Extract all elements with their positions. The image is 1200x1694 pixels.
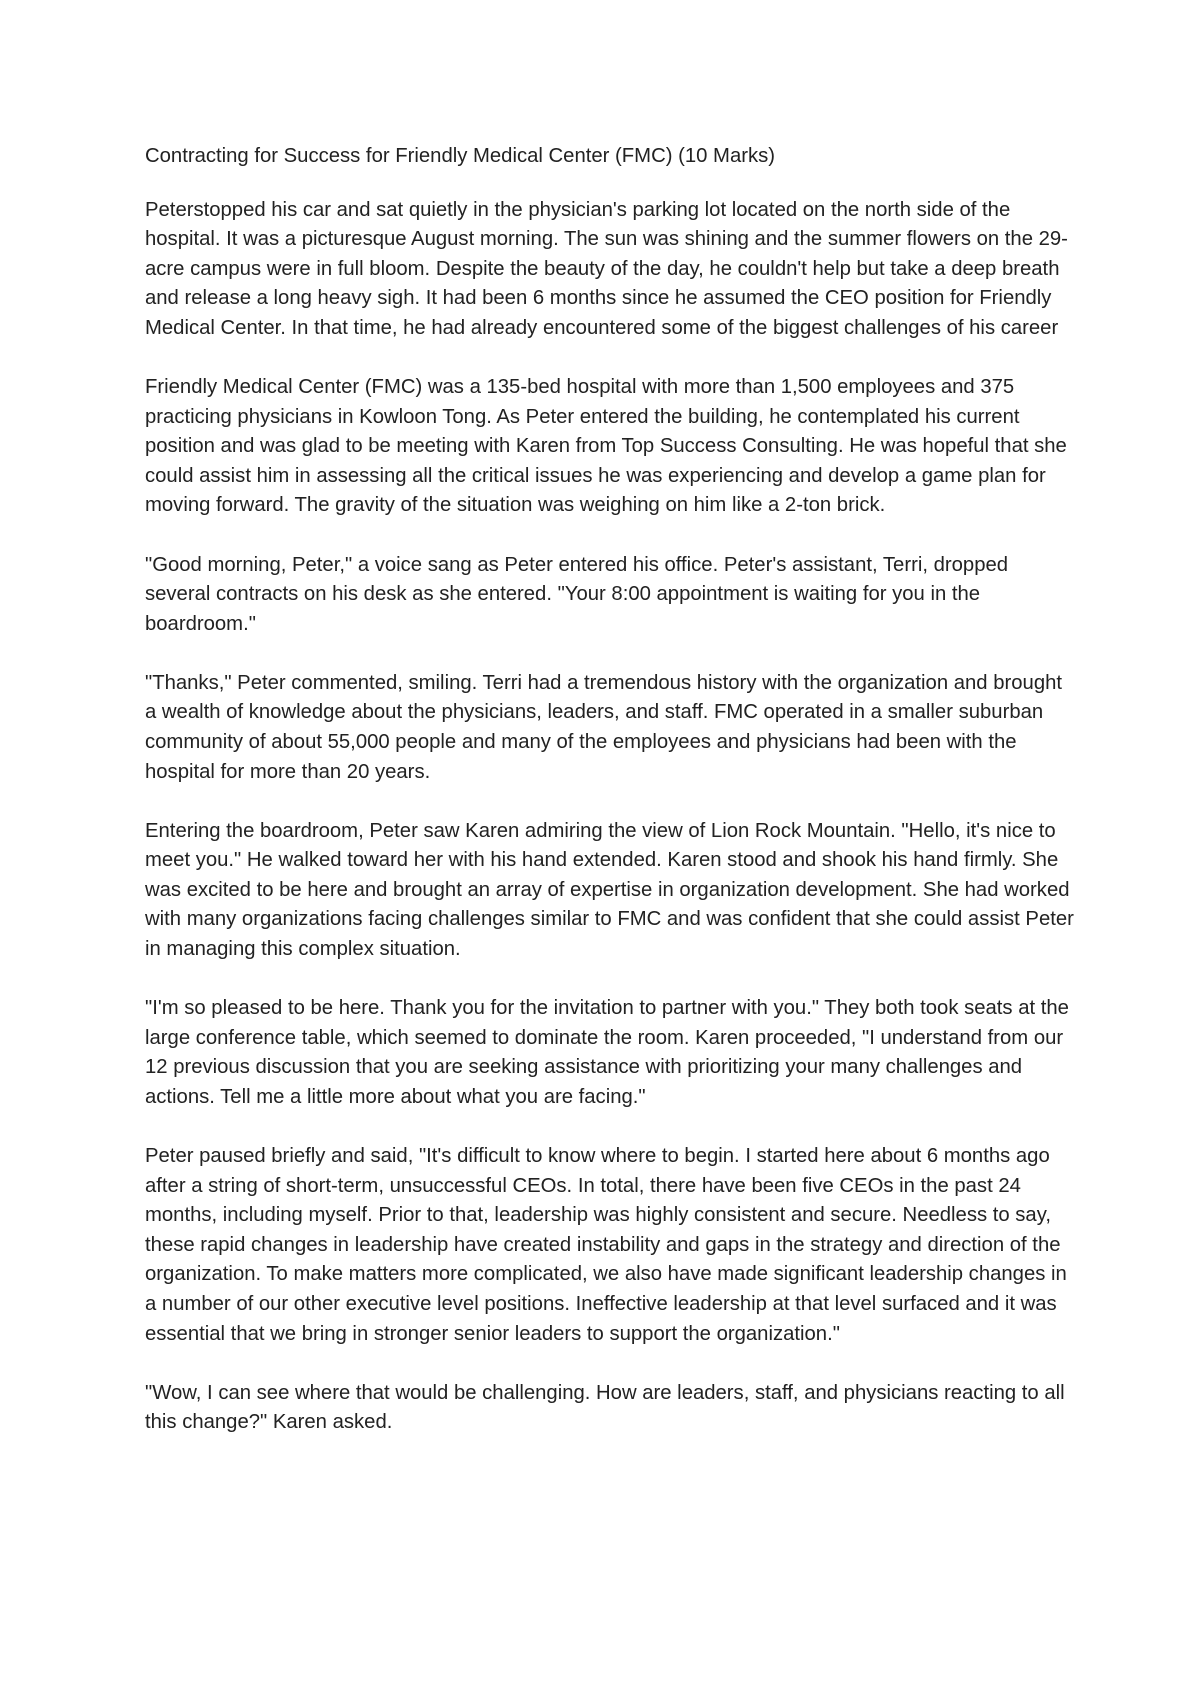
document-page — [145, 142, 1075, 1467]
paragraph-peter-response: Peter paused briefly and said, "It's difficult to know where to begin. I started here about 6 months ago after a string of short-term, unsuccessful CEOs. In total, there have been five CEOs in the past 24 months, including myself. Prior to that, leadership was highly consistent and secure. Needless to say, these rapid changes in leadership have created instability and gaps in the strategy and direction of the organization. To make matters more complicated, we also have made significant leadership changes in a number of our other executive level positions. Ineffective leadership at that level surfaced and it was essential that we bring in stronger senior leaders to support the organization." — [145, 1145, 1067, 1345]
paragraph-peter-arrival: Peterstopped his car and sat quietly in the physician's parking lot located on the north side of the hospital. It was a picturesque August morning. The sun was shining and the summer flowers on the 29-acre campus were in full bloom. Despite the beauty of the day, he couldn't help but take a deep breath and release a long heavy sigh. It had been 6 months since he assumed the CEO position for Friendly Medical Center. In that time, he had already encountered some of the biggest challenges of his career — [145, 198, 1068, 339]
paragraph-boardroom: Entering the boardroom, Peter saw Karen admiring the view of Lion Rock Mountain. "Hello, it's nice to meet you." He walked toward her with his hand extended. Karen stood and shook his hand firmly. She was excited to be here and brought an array of expertise in organization development. She had worked with many organizations facing challenges similar to FMC and was confident that she could assist Peter in managing this complex situation. — [145, 819, 1074, 961]
paragraph-thanks: "Thanks," Peter commented, smiling. Terri had a tremendous history with the organization and brought a wealth of knowledge about the physicians, leaders, and staff. FMC operated in a smaller suburban community of about 55,000 people and many of the employees and physicians had been with the hospital for more than 20 years. — [145, 671, 1063, 783]
paragraph-karen-greeting: "I'm so pleased to be here. Thank you for the invitation to partner with you." They both took seats at the large conference table, which seemed to dominate the room. Karen proceeded, "I understand from our 12 previous discussion that you are seeking assistance with prioritizing your many challenges and actions. Tell me a little more about what you are facing." — [145, 997, 1069, 1108]
document-title: Contracting for Success for Friendly Medical Center (FMC) (10 Marks) — [145, 145, 776, 167]
paragraph-fmc-background: Friendly Medical Center (FMC) was a 135-bed hospital with more than 1,500 employees and 375 practicing physicians in Kowloon Tong. As Peter entered the building, he contemplated his current position and was glad to be meeting with Karen from Top Success Consulting. He was hopeful that she could assist him in assessing all the critical issues he was experiencing and develop a game plan for moving forward. The gravity of the situation was weighing on him like a 2-ton brick. — [145, 376, 1067, 517]
paragraph-karen-question: "Wow, I can see where that would be challenging. How are leaders, staff, and physicians reacting to all this change?" Karen asked. — [145, 1381, 1065, 1434]
paragraph-good-morning: "Good morning, Peter," a voice sang as Peter entered his office. Peter's assistant, Terri, dropped several contracts on his desk as she entered. "Your 8:00 appointment is waiting for you in the boardroom." — [145, 553, 1009, 635]
